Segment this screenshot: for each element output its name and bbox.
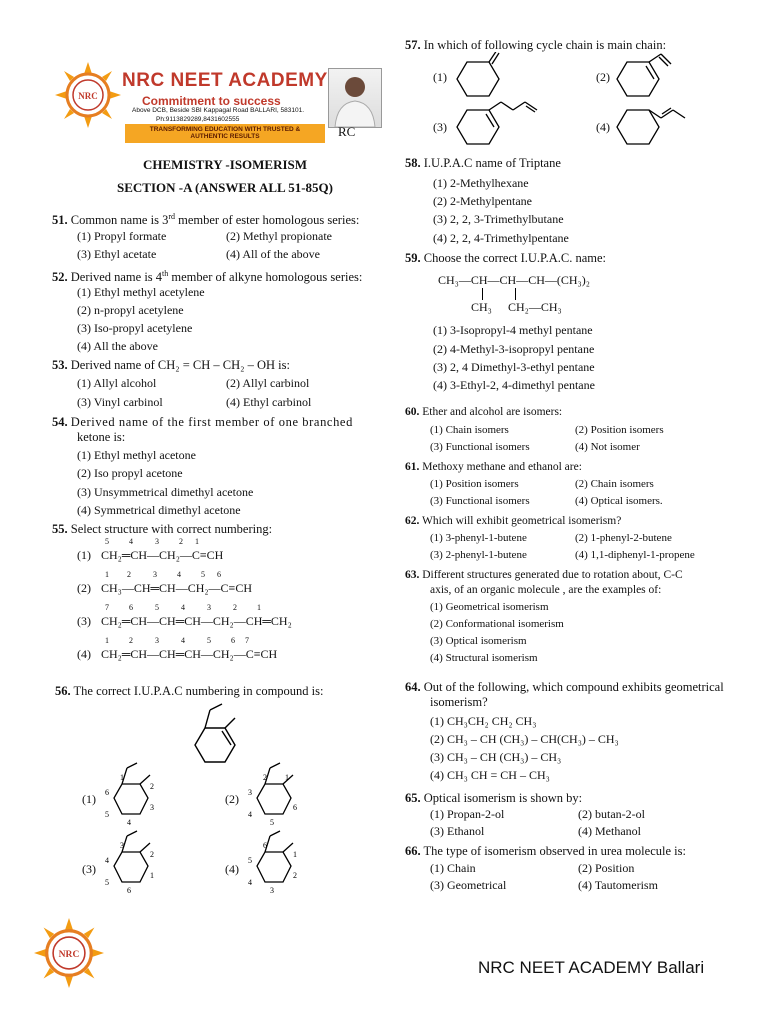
- banner-line-2: AUTHENTIC RESULTS: [190, 133, 260, 140]
- ring-number: 3: [270, 886, 274, 895]
- banner-line-1: TRANSFORMING EDUCATION WITH TRUSTED &: [149, 126, 301, 133]
- q60-option-2[interactable]: (2) Position isomers: [575, 424, 664, 436]
- logo-text: NRC: [58, 949, 80, 961]
- option-label: (4): [77, 647, 91, 661]
- carbon-numbers: 1 2 3 4 5 6 7: [105, 636, 249, 645]
- q57-option-1-label[interactable]: (1): [433, 70, 447, 84]
- ring-number: 6: [263, 841, 267, 850]
- ring-number: 3: [120, 841, 124, 850]
- q57-option-2-structure[interactable]: [615, 52, 695, 102]
- question-number: 62.: [405, 515, 420, 527]
- q51-option-4[interactable]: (4) All of the above: [226, 247, 320, 261]
- q56-structure: [180, 700, 250, 770]
- question-text: Different structures generated due to rotation about, C-C: [422, 569, 683, 581]
- q52-option-3[interactable]: (3) Iso-propyl acetylene: [77, 321, 193, 335]
- q58-option-1[interactable]: (1) 2-Methylhexane: [433, 176, 529, 190]
- question-number: 61.: [405, 461, 420, 473]
- question-64: [405, 680, 724, 695]
- q54-option-1[interactable]: (1) Ethyl methyl acetone: [77, 448, 196, 462]
- ring-number: 6: [105, 788, 109, 797]
- q59-option-1[interactable]: (1) 3-Isopropyl-4 methyl pentane: [433, 323, 593, 337]
- question-63-cont: axis, of an organic molecule , are the examples of:: [430, 584, 662, 596]
- question-number: 64.: [405, 680, 421, 694]
- q62-option-4[interactable]: (4) 1,1-diphenyl-1-propene: [575, 549, 695, 561]
- question-63: [405, 568, 683, 583]
- superscript: th: [162, 269, 169, 278]
- ring-number: 3: [150, 803, 154, 812]
- q65-option-1[interactable]: (1) Propan-2-ol: [430, 807, 505, 821]
- q66-option-4[interactable]: (4) Tautomerism: [578, 878, 658, 892]
- question-text: Select structure with correct numbering:: [70, 522, 273, 536]
- q58-option-4[interactable]: (4) 2, 2, 4-Trimethylpentane: [433, 231, 569, 245]
- ring-number: 5: [105, 810, 109, 819]
- question-number: 60.: [405, 406, 420, 418]
- question-number: 66.: [405, 844, 421, 858]
- q51-option-2[interactable]: (2) Methyl propionate: [226, 229, 332, 243]
- question-text: Methoxy methane and ethanol are:: [422, 461, 582, 473]
- question-60: [405, 405, 562, 420]
- question-text: The correct I.U.P.A.C numbering in compound is:: [73, 684, 324, 698]
- question-51: [52, 209, 392, 228]
- ring-number: 6: [293, 803, 297, 812]
- question-text: Ether and alcohol are isomers:: [422, 406, 563, 418]
- option-label: (2): [77, 581, 91, 595]
- question-number: 54.: [52, 415, 68, 429]
- q59-branch-1: CH₃: [471, 300, 492, 314]
- q53-option-2[interactable]: (2) Allyl carbinol: [226, 376, 310, 390]
- q60-option-1[interactable]: (1) Chain isomers: [430, 424, 509, 436]
- question-text: Derived name is 4: [70, 270, 163, 285]
- q65-option-3[interactable]: (3) Ethanol: [430, 824, 485, 838]
- q60-option-3[interactable]: (3) Functional isomers: [430, 441, 530, 453]
- q54-option-4[interactable]: (4) Symmetrical dimethyl acetone: [77, 503, 241, 517]
- q51-option-1[interactable]: (1) Propyl formate: [77, 229, 167, 243]
- carbon-numbers: 7 6 5 4 3 2 1: [105, 603, 261, 612]
- question-number: 52.: [52, 270, 68, 285]
- subject-title: CHEMISTRY -ISOMERISM: [142, 157, 308, 172]
- q59-branch-lines: [515, 288, 516, 300]
- question-number: 53.: [52, 358, 68, 372]
- q57-option-1-structure[interactable]: [455, 52, 535, 102]
- q56-option-1-structure[interactable]: [100, 760, 170, 830]
- ring-number: 1: [150, 871, 154, 880]
- question-text: Optical isomerism is shown by:: [423, 791, 583, 805]
- question-text: Out of the following, which compound exhibits geometrical: [423, 680, 724, 694]
- q52-option-4[interactable]: (4) All the above: [77, 339, 158, 353]
- ring-number: 1: [293, 850, 297, 859]
- q53-option-3[interactable]: (3) Vinyl carbinol: [77, 395, 163, 409]
- question-54-cont: ketone is:: [77, 430, 126, 444]
- q62-option-1[interactable]: (1) 3-phenyl-1-butene: [430, 532, 527, 544]
- section-title: SECTION -A (ANSWER ALL 51-85Q): [117, 180, 333, 195]
- q59-option-3[interactable]: (3) 2, 4 Dimethyl-3-ethyl pentane: [433, 360, 595, 374]
- q52-option-2[interactable]: (2) n-propyl acetylene: [77, 303, 184, 317]
- q60-option-4[interactable]: (4) Not isomer: [575, 441, 640, 453]
- q62-option-3[interactable]: (3) 2-phenyl-1-butene: [430, 549, 527, 561]
- question-number: 57.: [405, 38, 421, 52]
- ring-number: 4: [248, 810, 252, 819]
- ring-number: 2: [263, 773, 267, 782]
- q55-option-1[interactable]: [77, 537, 223, 564]
- question-text: The type of isomerism observed in urea molecule is:: [423, 844, 686, 858]
- question-number: 58.: [405, 156, 421, 170]
- logo-text: NRC: [78, 91, 98, 101]
- academy-logo: [55, 62, 121, 128]
- q64-option-2[interactable]: (2) CH₃ – CH (CH₃) – CH(CH₃) – CH₃: [430, 732, 619, 746]
- q56-option-3-label[interactable]: (3): [82, 862, 96, 876]
- question-text-cont: member of alkyne homologous series:: [168, 270, 363, 285]
- question-57: [405, 38, 666, 53]
- ring-number: 5: [105, 878, 109, 887]
- structural-formula: CH₂═CH—CH═CH—CH₂—C≡CH: [101, 647, 278, 661]
- question-number: 55.: [52, 522, 68, 536]
- q51-option-3[interactable]: (3) Ethyl acetate: [77, 247, 157, 261]
- ring-number: 5: [248, 856, 252, 865]
- ring-number: 2: [293, 871, 297, 880]
- q61-option-4[interactable]: (4) Optical isomers.: [575, 495, 663, 507]
- q54-option-3[interactable]: (3) Unsymmetrical dimethyl acetone: [77, 485, 254, 499]
- q53-option-4[interactable]: (4) Ethyl carbinol: [226, 395, 312, 409]
- q57-option-2-label[interactable]: (2): [596, 70, 610, 84]
- q56-option-1-label[interactable]: (1): [82, 792, 96, 806]
- question-58: [405, 156, 561, 171]
- q63-option-3[interactable]: (3) Optical isomerism: [430, 635, 527, 647]
- q65-option-4[interactable]: (4) Methanol: [578, 824, 641, 838]
- question-54: [52, 415, 392, 430]
- academy-address: Above DCB, Beside SBI Kappagal Road BALLARI, 583101.: [132, 107, 304, 114]
- ring-number: 4: [105, 856, 109, 865]
- q55-option-2[interactable]: [77, 570, 252, 597]
- q63-option-4[interactable]: (4) Structural isomerism: [430, 652, 538, 664]
- ring-number: 6: [127, 886, 131, 895]
- superscript: rd: [168, 212, 175, 221]
- q57-option-3-structure[interactable]: [455, 100, 565, 150]
- question-66: [405, 844, 686, 859]
- q58-option-3[interactable]: (3) 2, 2, 3-Trimethylbutane: [433, 212, 564, 226]
- q59-branch-lines: [482, 288, 483, 300]
- option-label: (3): [77, 614, 91, 628]
- question-55: [52, 522, 272, 537]
- q56-option-4-structure[interactable]: [243, 828, 313, 900]
- question-text: Common name is 3: [70, 213, 169, 228]
- q61-option-3[interactable]: (3) Functional isomers: [430, 495, 530, 507]
- q61-option-2[interactable]: (2) Chain isomers: [575, 478, 654, 490]
- q63-option-2[interactable]: (2) Conformational isomerism: [430, 618, 564, 630]
- q59-option-2[interactable]: (2) 4-Methyl-3-isopropyl pentane: [433, 342, 595, 356]
- ring-number: 5: [270, 818, 274, 827]
- question-65: [405, 791, 582, 806]
- footer-logo: [34, 918, 104, 988]
- question-64-cont: isomerism?: [430, 695, 488, 709]
- question-number: 65.: [405, 791, 421, 805]
- question-61: [405, 460, 582, 475]
- question-56: [55, 684, 324, 699]
- question-number: 63.: [405, 569, 420, 581]
- q57-option-3-label[interactable]: (3): [433, 120, 447, 134]
- q56-option-2-structure[interactable]: [243, 760, 313, 830]
- question-text: In which of following cycle chain is main chain:: [423, 38, 667, 52]
- q64-option-1[interactable]: (1) CH₃CH₂ CH₂ CH₃: [430, 714, 537, 728]
- academy-phone: Ph:9113829289,8431602555: [156, 116, 240, 123]
- q62-option-2[interactable]: (2) 1-phenyl-2-butene: [575, 532, 672, 544]
- ring-number: 1: [285, 773, 289, 782]
- q64-option-3[interactable]: (3) CH₃ – CH (CH₃) – CH₃: [430, 750, 562, 764]
- q59-formula: CH₃—CH—CH—CH—(CH₃)₂: [438, 273, 590, 287]
- carbon-numbers: 5 4 3 2 1: [105, 537, 199, 546]
- ring-number: 3: [248, 788, 252, 797]
- academy-banner: [125, 124, 325, 143]
- q59-option-4[interactable]: (4) 3-Ethyl-2, 4-dimethyl pentane: [433, 378, 595, 392]
- question-text-cont: member of ester homologous series:: [175, 213, 360, 228]
- monogram: RC: [338, 124, 356, 139]
- structural-formula: CH₂═CH—CH₂—C≡CH: [101, 548, 224, 562]
- carbon-numbers: 1 2 3 4 5 6: [105, 570, 221, 579]
- q54-option-2[interactable]: (2) Iso propyl acetone: [77, 466, 183, 480]
- q55-option-3[interactable]: [77, 603, 292, 630]
- q66-option-3[interactable]: (3) Geometrical: [430, 878, 507, 892]
- ring-number: 4: [127, 818, 131, 827]
- question-text: I.U.P.A.C name of Triptane: [423, 156, 561, 170]
- structural-formula: CH₃—CH═CH—CH₂—C≡CH: [101, 581, 252, 595]
- q61-option-1[interactable]: (1) Position isomers: [430, 478, 519, 490]
- q58-option-2[interactable]: (2) 2-Methylpentane: [433, 194, 532, 208]
- academy-tagline: Commitment to success: [142, 94, 281, 108]
- founder-photo: [328, 68, 382, 128]
- q65-option-2[interactable]: (2) butan-2-ol: [578, 807, 645, 821]
- q57-option-4-structure[interactable]: [615, 100, 715, 150]
- q56-option-4-label[interactable]: (4): [225, 862, 239, 876]
- q55-option-4[interactable]: [77, 636, 277, 663]
- footer-text: NRC NEET ACADEMY Ballari: [478, 958, 705, 977]
- question-59: [405, 251, 606, 266]
- ring-number: 1: [120, 773, 124, 782]
- q52-option-1[interactable]: (1) Ethyl methyl acetylene: [77, 285, 205, 299]
- question-text: Which will exhibit geometrical isomerism?: [422, 515, 622, 527]
- question-number: 56.: [55, 684, 71, 698]
- q64-option-4[interactable]: (4) CH₃ CH = CH – CH₃: [430, 768, 550, 782]
- q63-option-1[interactable]: (1) Geometrical isomerism: [430, 601, 549, 613]
- q59-branch-2: CH₂—CH₃: [508, 300, 562, 314]
- ring-number: 4: [248, 878, 252, 887]
- option-label: (1): [77, 548, 91, 562]
- question-number: 59.: [405, 251, 421, 265]
- q57-option-4-label[interactable]: (4): [596, 120, 610, 134]
- question-text: Choose the correct I.U.P.A.C. name:: [423, 251, 607, 265]
- question-62: [405, 514, 621, 529]
- question-text: Derived name of the first member of one branched: [70, 415, 353, 429]
- question-text: Derived name of CH₂ = CH – CH₂ – OH is:: [70, 358, 290, 372]
- ring-number: 2: [150, 782, 154, 791]
- q53-option-1[interactable]: (1) Allyl alcohol: [77, 376, 157, 390]
- question-number: 51.: [52, 213, 68, 228]
- q66-option-1[interactable]: (1) Chain: [430, 861, 476, 875]
- q66-option-2[interactable]: (2) Position: [578, 861, 635, 875]
- question-53: [52, 358, 290, 373]
- structural-formula: CH₂═CH—CH═CH—CH₂—CH═CH₂: [101, 614, 292, 628]
- ring-number: 2: [150, 850, 154, 859]
- q56-option-3-structure[interactable]: [100, 828, 170, 900]
- q56-option-2-label[interactable]: (2): [225, 792, 239, 806]
- academy-name: NRC NEET ACADEMY: [122, 70, 328, 91]
- question-52: [52, 266, 392, 285]
